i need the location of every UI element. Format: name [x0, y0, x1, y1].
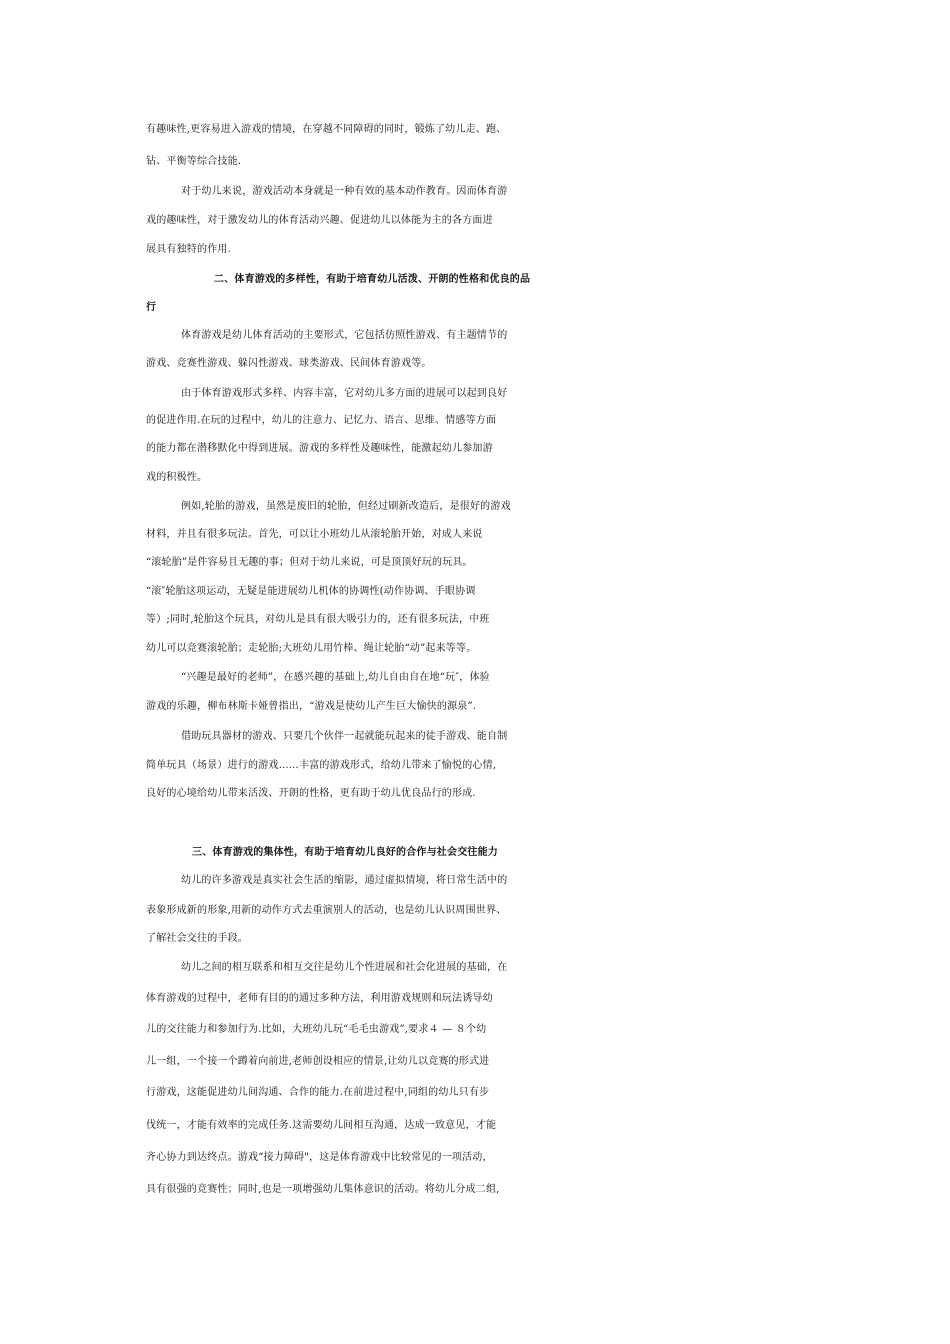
body-text-line: 由于体育游戏形式多样、内容丰富，它对幼儿多方面的进展可以起到良好 [181, 388, 508, 399]
body-text-line: “滚″轮胎这项运动，无疑是能进展幼儿机体的协调性(动作协调、手眼协调 [146, 586, 476, 597]
body-text-line: 儿一组，一个接一个蹲着向前进,老师创设相应的情景,让幼儿以竞赛的形式进 [146, 1056, 490, 1067]
body-text-line: 对于幼儿来说，游戏活动本身就是一种有效的基本动作教育。因而体育游 [181, 186, 508, 197]
body-text-line: 体育游戏是幼儿体育活动的主要形式，它包括仿照性游戏、有主题情节的 [181, 330, 508, 341]
body-text-line: 幼儿可以竞赛滚轮胎；走轮胎;大班幼儿用竹棒、绳让轮胎“动”起来等等。 [146, 643, 477, 654]
section-heading: 行 [146, 302, 157, 313]
body-text-line: 戏的积极性。 [146, 472, 208, 483]
body-text-line: 良好的心境给幼儿带来活泼、开朗的性格，更有助于幼儿优良品行的形成. [146, 788, 476, 799]
body-text-line: 简单玩具（场景）进行的游戏……丰富的游戏形式，给幼儿带来了愉悦的心情, [146, 760, 497, 771]
body-text-line: 行游戏，这能促进幼儿间沟通、合作的能力.在前进过程中,同组的幼儿只有步 [146, 1087, 490, 1098]
body-text-line: 儿的交往能力和参加行为.比如，大班幼儿玩“毛毛虫游戏”,要求４ — ８个幼 [146, 1024, 487, 1035]
body-text-line: 幼儿的许多游戏是真实社会生活的缩影，通过虚拟情境，将日常生活中的 [181, 875, 508, 886]
body-text-line: 幼儿之间的相互联系和相互交往是幼儿个性进展和社会化进展的基础，在 [181, 962, 508, 973]
body-text-line: 了解社会交往的手段。 [146, 933, 248, 944]
body-text-line: 等）;同时,轮胎这个玩具，对幼儿是具有很大吸引力的，还有很多玩法，中班 [146, 614, 490, 625]
body-text-line: 齐心协力到达终点。游戏“接力障碍"，这是体育游戏中比较常见的一项活动， [146, 1152, 493, 1163]
section-heading: 二、体育游戏的多样性，有助于培育幼儿活泼、开朗的性格和优良的品 [214, 274, 531, 285]
body-text-line: 体育游戏的过程中，老师有目的的通过多种方法，利用游戏规则和玩法诱导幼 [146, 993, 493, 1004]
body-text-line: 表象形成新的形象,用新的动作方式去重演别人的活动，也是幼儿认识周围世界、 [146, 905, 507, 916]
section-heading: 三、体育游戏的集体性，有助于培育幼儿良好的合作与社会交往能力 [192, 847, 498, 858]
body-text-line: 伐统一，才能有效率的完成任务.这需要幼儿间相互沟通，达成一致意见，才能 [146, 1120, 497, 1131]
body-text-line: 游戏、竞赛性游戏、躲闪性游戏、球类游戏、民间体育游戏等。 [146, 358, 432, 369]
body-text-line: 具有很强的竞赛性；同时,也是一项增强幼儿集体意识的活动。将幼儿分成二组, [146, 1184, 500, 1195]
body-text-line: 有趣味性,更容易进入游戏的情境，在穿越不同障碍的同时，锻炼了幼儿走、跑、 [146, 124, 507, 135]
body-text-line: “兴趣是最好的老师”，在感兴趣的基础上,幼儿自由自在地“玩″，体验 [181, 672, 490, 683]
body-text-line: 的促进作用.在玩的过程中，幼儿的注意力、记忆力、语言、思维、情感等方面 [146, 415, 497, 426]
body-text-line: 戏的趣味性，对于激发幼儿的体育活动兴趣、促进幼儿以体能为主的各方面进 [146, 215, 493, 226]
body-text-line: 材料，并且有很多玩法。首先，可以让小班幼儿从滚轮胎开始，对成人来说 [146, 529, 483, 540]
body-text-line: “滚轮胎”是件容易且无趣的事；但对于幼儿来说，可是顶顶好玩的玩具。 [146, 557, 473, 568]
body-text-line: 钻、平衡等综合技能. [146, 156, 242, 167]
body-text-line: 例如,轮胎的游戏，虽然是废旧的轮胎，但经过刷新改造后，是很好的游戏 [181, 501, 511, 512]
body-text-line: 借助玩具器材的游戏、只要几个伙伴一起就能玩起来的徒手游戏、能自制 [181, 731, 508, 742]
body-text-line: 游戏的乐趣，柳布林斯卡娅曾指出，“游戏是使幼儿产生巨大愉快的源泉”. [146, 701, 477, 712]
body-text-line: 展具有独特的作用. [146, 244, 231, 255]
body-text-line: 的能力都在潜移默化中得到进展。游戏的多样性及趣味性，能激起幼儿参加游 [146, 443, 493, 454]
